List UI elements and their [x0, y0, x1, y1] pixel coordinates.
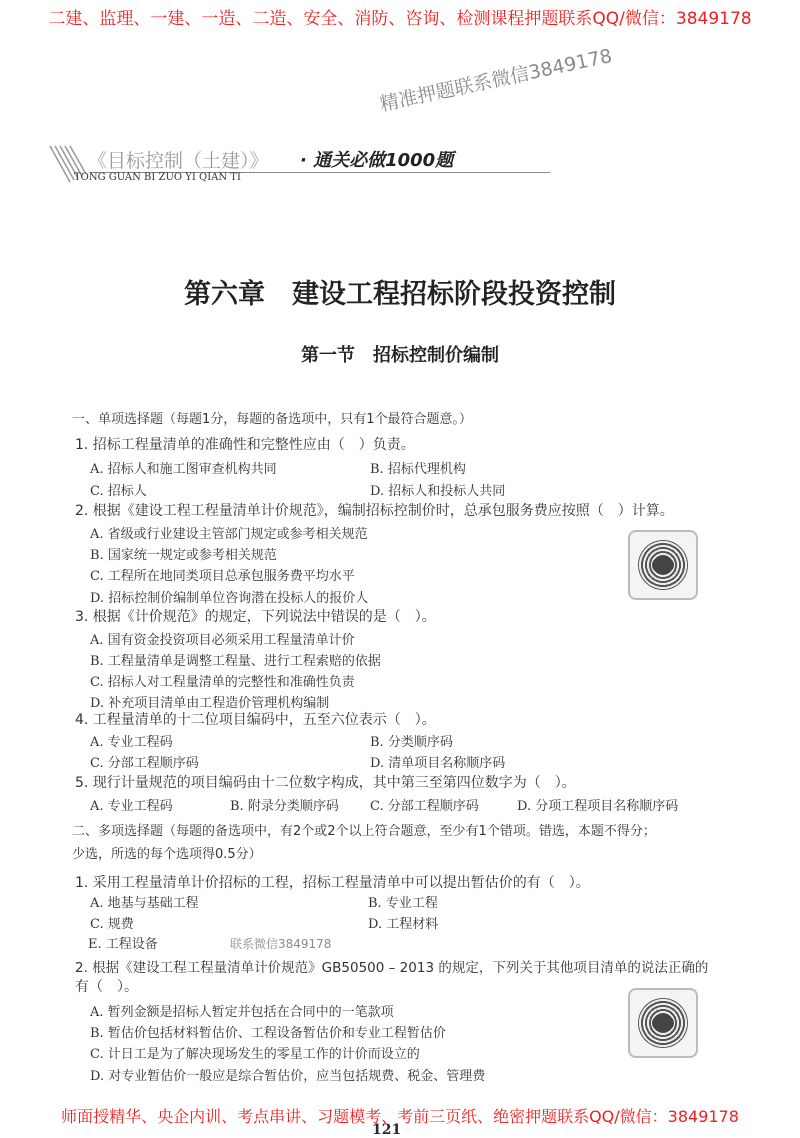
option: D. 工程材料 [368, 917, 439, 932]
watermark: 精准押题联系微信3849178 [378, 45, 615, 116]
option: C. 招标人对工程量清单的完整性和准确性负责 [90, 675, 355, 690]
option: C. 工程所在地同类项目总承包服务费平均水平 [90, 569, 355, 584]
option: B. 分类顺序码 [370, 735, 453, 750]
option: A. 专业工程码 [90, 799, 173, 814]
option: C. 计日工是为了解决现场发生的零星工作的计价而设立的 [90, 1047, 420, 1062]
part2-heading: 二、多项选择题（每题的备选项中，有2个或2个以上符合题意，至少有1个错项。错选，本题不得分； [72, 824, 656, 839]
option: B. 附录分类顺序码 [230, 799, 339, 814]
option: A. 专业工程码 [90, 735, 173, 750]
option: D. 招标控制价编制单位咨询潜在投标人的报价人 [90, 591, 369, 606]
question-stem: 1. 招标工程量清单的准确性和完整性应由（ ）负责。 [75, 437, 415, 453]
option: D. 对专业暂估价一般应是综合暂估价，应当包括规费、税金、管理费 [90, 1069, 486, 1084]
question-stem-cont: 有（ ）。 [75, 979, 138, 995]
top-promo-banner: 二建、监理、一建、一造、二造、安全、消防、咨询、检测课程押题联系QQ/微信：3849178 [48, 9, 752, 29]
option: E. 工程设备 [88, 937, 158, 952]
question-stem: 1. 采用工程量清单计价招标的工程，招标工程量清单中可以提出暂估价的有（ ）。 [75, 875, 590, 891]
qr-code-icon [628, 530, 698, 600]
option: C. 规费 [90, 917, 134, 932]
watermark: 联系微信3849178 [230, 937, 332, 951]
part1-heading: 一、单项选择题（每题1分，每题的备选项中，只有1个最符合题意。） [72, 412, 473, 427]
option: B. 工程量清单是调整工程量、进行工程索赔的依据 [90, 654, 381, 669]
part2-heading-cont: 少选，所选的每个选项得0.5分） [72, 847, 262, 862]
option: C. 分部工程顺序码 [370, 799, 479, 814]
question-stem: 5. 现行计量规范的项目编码由十二位数字构成，其中第三至第四位数字为（ ）。 [75, 775, 576, 791]
qr-code-icon [628, 988, 698, 1058]
chapter-title: 第六章 建设工程招标阶段投资控制 [184, 279, 616, 310]
option: B. 招标代理机构 [370, 462, 466, 477]
option: D. 招标人和投标人共同 [370, 484, 506, 499]
book-title: 《目标控制（土建）》 [88, 150, 269, 172]
option: D. 补充项目清单由工程造价管理机构编制 [90, 696, 330, 711]
page-number: 121 [372, 1122, 402, 1138]
question-stem: 4. 工程量清单的十二位项目编码中，五至六位表示（ ）。 [75, 712, 436, 728]
option: D. 清单项目名称顺序码 [370, 756, 506, 771]
option: A. 招标人和施工图审查机构共同 [90, 462, 277, 477]
section-title: 第一节 招标控制价编制 [301, 345, 499, 366]
option: D. 分项工程项目名称顺序码 [517, 799, 679, 814]
option: B. 国家统一规定或参考相关规范 [90, 548, 277, 563]
option: A. 暂列金额是招标人暂定并包括在合同中的一笔款项 [90, 1005, 394, 1020]
book-subtitle: · 通关必做1000题 [300, 150, 454, 171]
option: A. 国有资金投资项目必须采用工程量清单计价 [90, 633, 355, 648]
bottom-promo-banner: 师面授精华、央企内训、考点串讲、习题模考、考前三页纸、绝密押题联系QQ/微信：3849178 [61, 1107, 739, 1126]
option: A. 省级或行业建设主管部门规定或参考相关规范 [90, 527, 368, 542]
question-stem: 2. 根据《建设工程工程量清单计价规范》GB50500 – 2013 的规定，下列关于其他项目清单的说法正确的 [75, 960, 709, 976]
question-stem: 3. 根据《计价规范》的规定，下列说法中错误的是（ ）。 [75, 609, 436, 625]
option: A. 地基与基础工程 [90, 896, 199, 911]
option: B. 暂估价包括材料暂估价、工程设备暂估价和专业工程暂估价 [90, 1026, 446, 1041]
book-pinyin: TONG GUAN BI ZUO YI QIAN TI [74, 172, 241, 183]
option: C. 分部工程顺序码 [90, 756, 199, 771]
question-stem: 2. 根据《建设工程工程量清单计价规范》，编制招标控制价时，总承包服务费应按照（ ）计算。 [75, 503, 674, 519]
option: C. 招标人 [90, 484, 147, 499]
option: B. 专业工程 [368, 896, 438, 911]
